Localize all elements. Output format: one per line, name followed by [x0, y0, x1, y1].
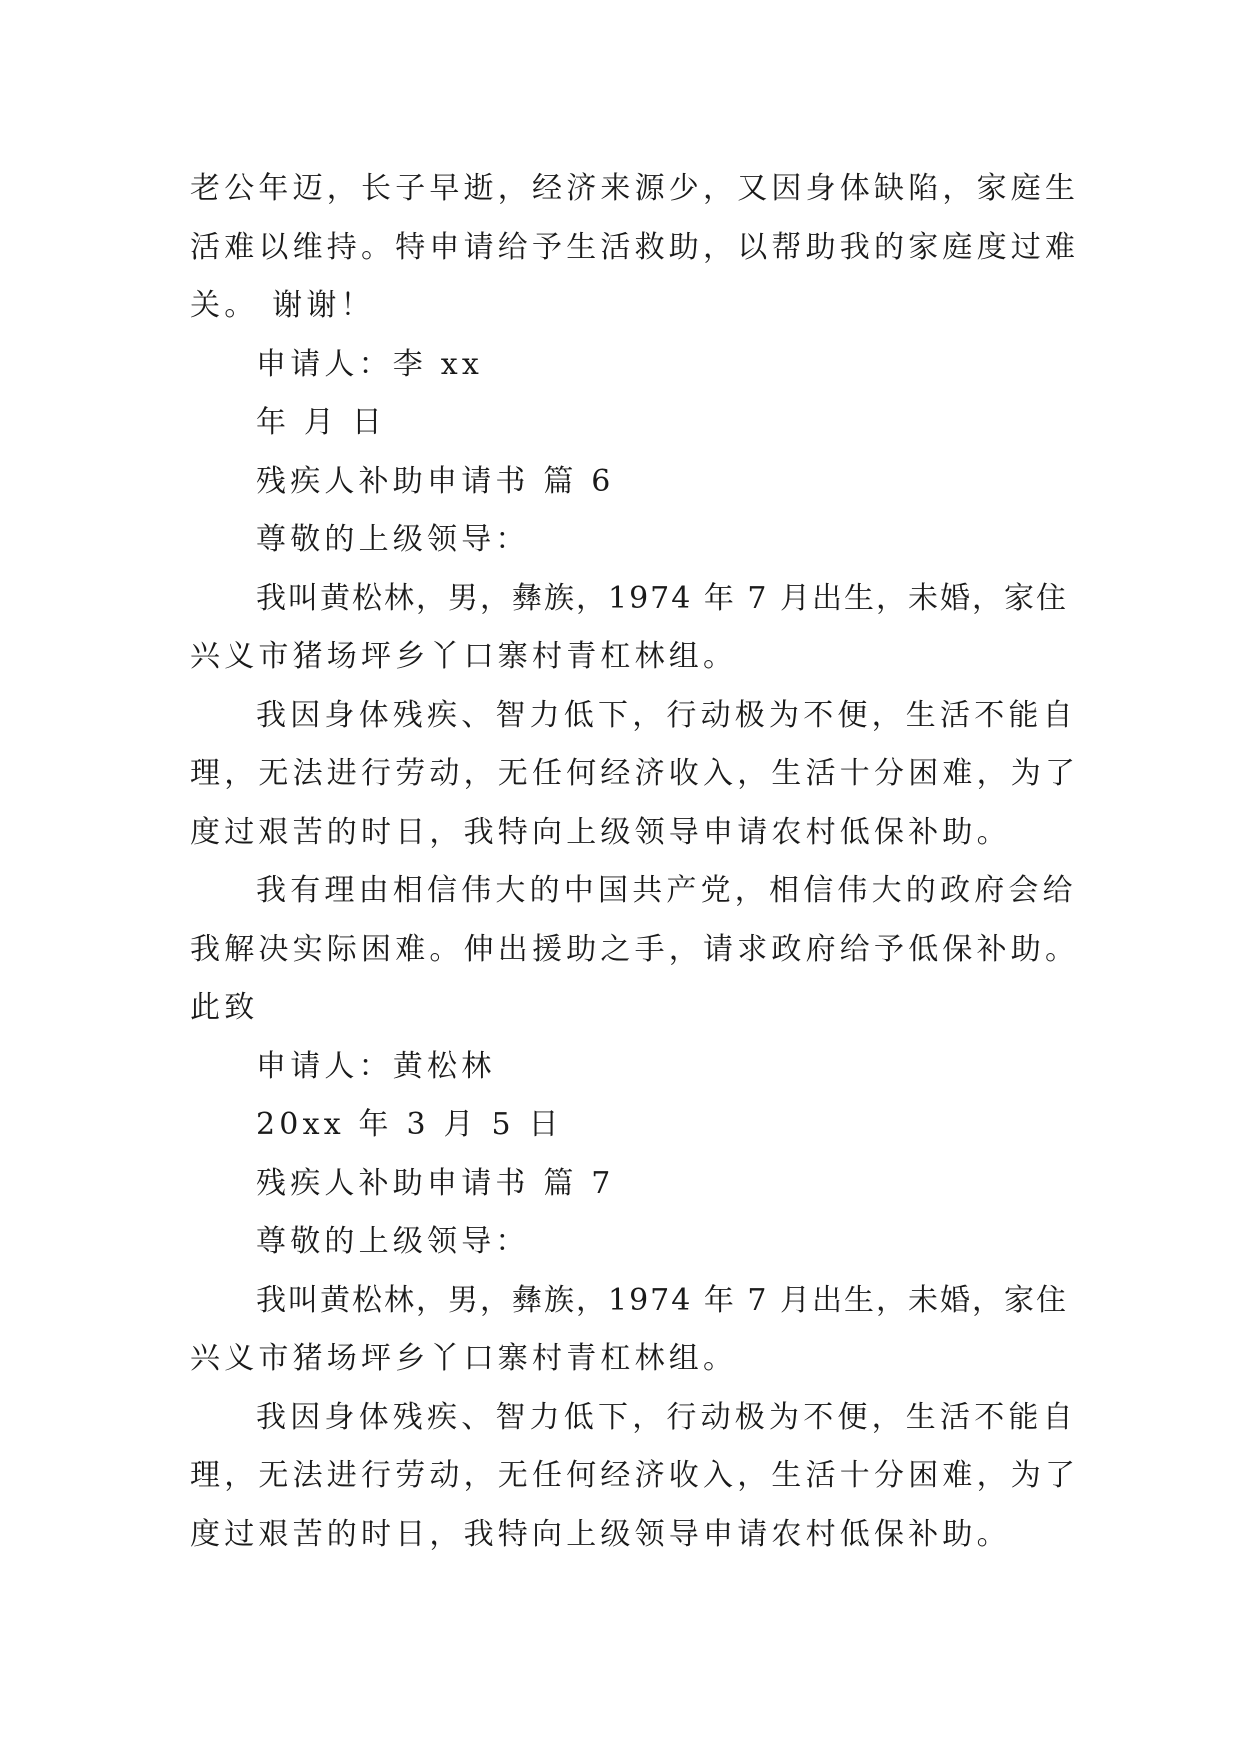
date-line: 年 月 日 — [256, 405, 387, 440]
text-line: 我叫黄松林，男，彝族，1974 年 7 月出生，未婚，家住 — [256, 580, 1069, 616]
text-line: 我有理由相信伟大的中国共产党，相信伟大的政府会给 — [256, 873, 1077, 908]
salutation: 尊敬的上级领导： — [256, 522, 530, 557]
date-line: 20xx 年 3 月 5 日 — [256, 1107, 563, 1142]
section-title: 残疾人补助申请书 篇 6 — [256, 463, 615, 499]
applicant-signature: 申请人：李 xx — [256, 346, 483, 382]
text-line: 我因身体残疾、智力低下，行动极为不便，生活不能自 — [256, 697, 1077, 733]
text-line: 活难以维持。特申请给予生活救助，以帮助我的家庭度过难 — [190, 229, 1080, 265]
text-line: 兴义市猪场坪乡丫口寨村青杠林组。 — [190, 1341, 738, 1376]
document-body — [190, 160, 1080, 1564]
applicant-signature: 申请人：黄松林 — [256, 1048, 496, 1084]
text-line: 老公年迈，长子早逝，经济来源少，又因身体缺陷，家庭生 — [190, 171, 1080, 206]
salutation: 尊敬的上级领导： — [256, 1224, 530, 1259]
text-line: 兴义市猪场坪乡丫口寨村青杠林组。 — [190, 639, 738, 674]
text-line: 关。 谢谢！ — [190, 288, 375, 323]
text-line: 我因身体残疾、智力低下，行动极为不便，生活不能自 — [256, 1399, 1077, 1435]
text-line: 理，无法进行劳动，无任何经济收入，生活十分困难，为了 — [190, 756, 1080, 791]
text-line: 度过艰苦的时日，我特向上级领导申请农村低保补助。 — [190, 814, 1011, 850]
closing-line: 此致 — [190, 990, 259, 1025]
text-line: 理，无法进行劳动，无任何经济收入，生活十分困难，为了 — [190, 1458, 1080, 1493]
text-line: 我解决实际困难。伸出援助之手，请求政府给予低保补助。 — [190, 931, 1080, 967]
text-line: 度过艰苦的时日，我特向上级领导申请农村低保补助。 — [190, 1516, 1011, 1552]
text-line: 我叫黄松林，男，彝族，1974 年 7 月出生，未婚，家住 — [256, 1282, 1069, 1318]
section-title: 残疾人补助申请书 篇 7 — [256, 1165, 615, 1201]
